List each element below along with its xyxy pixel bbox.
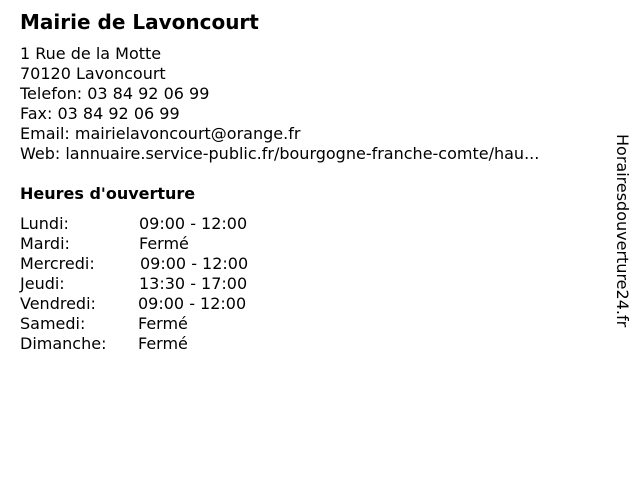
day-label: Mardi: (20, 234, 70, 253)
postal-city: 70120 Lavoncourt (20, 64, 166, 83)
street-address: 1 Rue de la Motte (20, 44, 162, 63)
day-label: Lundi: (20, 214, 69, 233)
phone-number[interactable]: Telefon: 03 84 92 06 99 (20, 84, 210, 103)
contact-info (20, 44, 539, 164)
time-value: 13:30 - 17:00 (139, 274, 248, 293)
day-label: Samedi: (20, 314, 86, 333)
fax-number: Fax: 03 84 92 06 99 (20, 104, 180, 123)
time-value: 09:00 - 12:00 (139, 214, 248, 233)
email-address[interactable]: Email: mairielavoncourt@orange.fr (20, 124, 301, 143)
day-label: Jeudi: (20, 274, 65, 293)
place-title: Mairie de Lavoncourt (20, 10, 259, 34)
site-watermark: Horairesdouverture24.fr (613, 134, 632, 328)
time-value: Fermé (139, 234, 189, 253)
day-label: Dimanche: (20, 334, 107, 353)
time-value: 09:00 - 12:00 (140, 254, 249, 273)
time-value: Fermé (138, 334, 188, 353)
website-link[interactable]: Web: lannuaire.service-public.fr/bourgogne-franche-comte/hau... (20, 144, 540, 163)
time-value: Fermé (138, 314, 188, 333)
day-label: Mercredi: (20, 254, 95, 273)
opening-hours-heading: Heures d'ouverture (20, 184, 196, 203)
time-value: 09:00 - 12:00 (138, 294, 247, 313)
day-label: Vendredi: (20, 294, 96, 313)
